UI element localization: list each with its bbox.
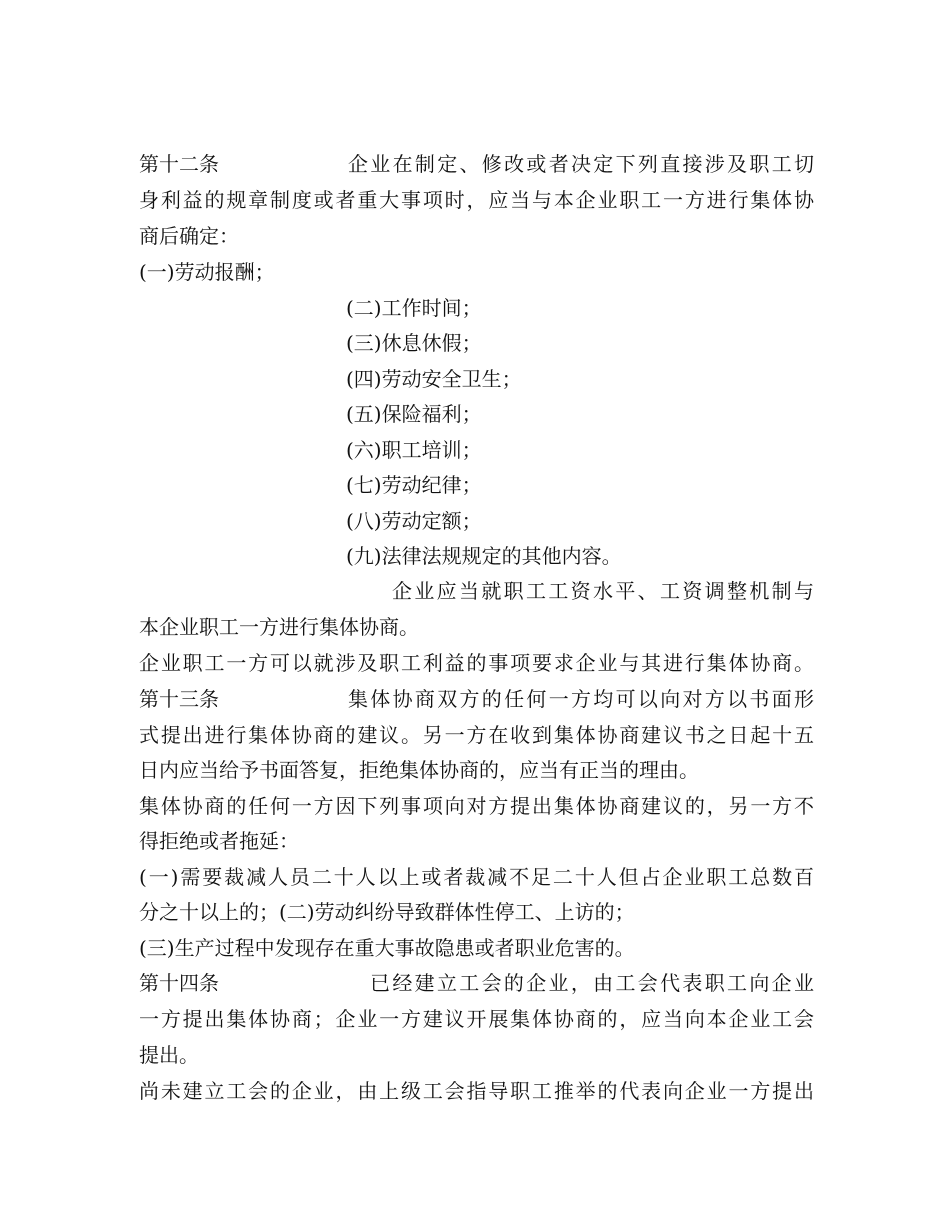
list-item-9: (九)法律法规规定的其他内容。 (346, 544, 622, 568)
items-13-line-3: (三)生产过程中发现存在重大事故隐患或者职业危害的。 (139, 936, 635, 960)
list-item-8: (八)劳动定额； (346, 509, 482, 533)
paragraph-14b: 尚未建立工会的企业，由上级工会指导职工推举的代表向企业一方提出 (139, 1079, 814, 1103)
list-item-4: (四)劳动安全卫生； (346, 367, 522, 391)
article-12-line-1 (139, 146, 814, 182)
article-12-number: 第十二条 (139, 152, 219, 176)
article-13-text-1: 集体协商双方的任何一方均可以向对方以书面形 (348, 687, 814, 711)
list-item-2: (二)工作时间； (346, 296, 482, 320)
paragraph-wage-line-1: 企业应当就职工工资水平、工资调整机制与 (392, 579, 814, 603)
article-13-line-2: 式提出进行集体协商的建议。另一方在收到集体协商建议书之日起十五 (139, 723, 814, 747)
article-12-text-1: 企业在制定、修改或者决定下列直接涉及职工切 (348, 152, 814, 176)
items-13-line-2: 分之十以上的；(二)劳动纠纷导致群体性停工、上访的； (139, 900, 635, 924)
article-14-line-1 (139, 965, 814, 1001)
paragraph-wage-line-2: 本企业职工一方进行集体协商。 (139, 615, 419, 639)
article-14-number: 第十四条 (139, 971, 219, 995)
list-item-6: (六)职工培训； (346, 438, 482, 462)
article-14-line-3: 提出。 (139, 1043, 199, 1067)
list-item-7: (七)劳动纪律； (346, 473, 482, 497)
list-item-5: (五)保险福利； (346, 402, 482, 426)
paragraph-13b-line-2: 得拒绝或者拖延： (139, 829, 299, 853)
items-13-line-1: (一)需要裁减人员二十人以上或者裁减不足二十人但占企业职工总数百 (139, 865, 814, 889)
article-14-text-1: 已经建立工会的企业，由工会代表职工向企业 (370, 971, 814, 995)
list-item-1: (一)劳动报酬； (139, 260, 275, 284)
paragraph-employee-side: 企业职工一方可以就涉及职工利益的事项要求企业与其进行集体协商。 (139, 651, 814, 675)
article-13-number: 第十三条 (139, 687, 219, 711)
article-12-line-2: 身利益的规章制度或者重大事项时，应当与本企业职工一方进行集体协 (139, 188, 814, 212)
article-13-line-3: 日内应当给予书面答复，拒绝集体协商的，应当有正当的理由。 (139, 758, 699, 782)
list-item-3: (三)休息休假； (346, 331, 482, 355)
article-14-line-2: 一方提出集体协商；企业一方建议开展集体协商的，应当向本企业工会 (139, 1007, 814, 1031)
article-13-line-1 (139, 681, 814, 717)
paragraph-13b-line-1: 集体协商的任何一方因下列事项向对方提出集体协商建议的，另一方不 (139, 794, 814, 818)
article-12-line-3: 商后确定： (139, 224, 239, 248)
